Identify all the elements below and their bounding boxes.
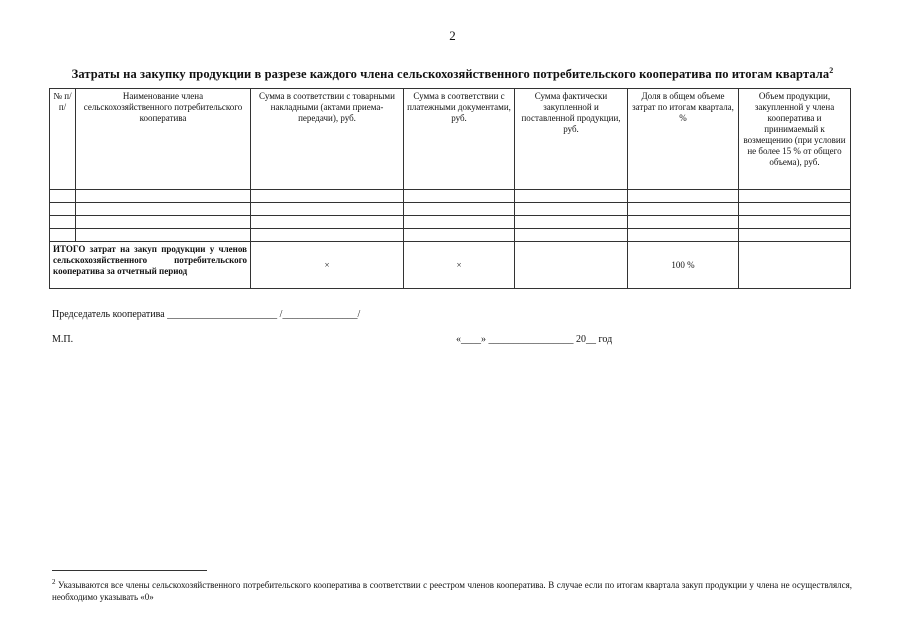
- page-number: 2: [449, 28, 456, 43]
- stamp-label: М.П.: [52, 334, 74, 345]
- total-actual-sum: [515, 242, 628, 289]
- footnote-text: Указываются все члены сельскохозяйственного потребительского кооператива в соответствии с реестром членов кооператива. В случае если по итогам квартала закуп продукции у члена не осуществлялся, необходимо указывать «0»: [52, 580, 852, 602]
- total-row: [50, 242, 851, 289]
- header-share: Доля в общем объеме затрат по итогам квартала, %: [628, 89, 739, 190]
- title-footnote-mark: 2: [829, 66, 834, 75]
- date-line: «____» _________________ 20__ год: [456, 334, 613, 345]
- title-text: Затраты на закупку продукции в разрезе каждого члена сельскохозяйственного потребительского кооператива по итогам квартала: [71, 67, 830, 82]
- header-actual-sum: Сумма фактически закупленной и поставленной продукции, руб.: [515, 89, 628, 190]
- chairman-signature-line: Председатель кооператива ______________________ /_______________/: [52, 309, 361, 320]
- header-row: [50, 89, 851, 190]
- expenses-table: [49, 88, 851, 289]
- header-payment-sum: Сумма в соответствии с платежными документами, руб.: [404, 89, 515, 190]
- table-row: [50, 216, 851, 229]
- header-reimbursable-volume: Объем продукции, закупленной у члена кооператива и принимаемый к возмещению (при условии не более 15 % от общего объема), руб.: [739, 89, 851, 190]
- header-invoice-sum: Сумма в соответствии с товарными накладными (актами приема-передачи), руб.: [251, 89, 404, 190]
- table-row: [50, 229, 851, 242]
- header-number: № п/п/: [50, 89, 76, 190]
- footnote-mark: 2: [52, 578, 56, 586]
- header-member-name: Наименование члена сельскохозяйственного потребительского кооператива: [76, 89, 251, 190]
- footnote: [52, 576, 852, 603]
- total-reimbursable: [739, 242, 851, 289]
- table-row: [50, 203, 851, 216]
- total-invoice-sum: ×: [251, 242, 404, 289]
- total-label: ИТОГО затрат на закуп продукции у членов сельскохозяйственного потребительского кооператива за отчетный период: [50, 242, 251, 289]
- table-row: [50, 190, 851, 203]
- document-title: [0, 66, 905, 82]
- total-share: 100 %: [628, 242, 739, 289]
- footnote-divider: [52, 570, 207, 571]
- total-payment-sum: ×: [404, 242, 515, 289]
